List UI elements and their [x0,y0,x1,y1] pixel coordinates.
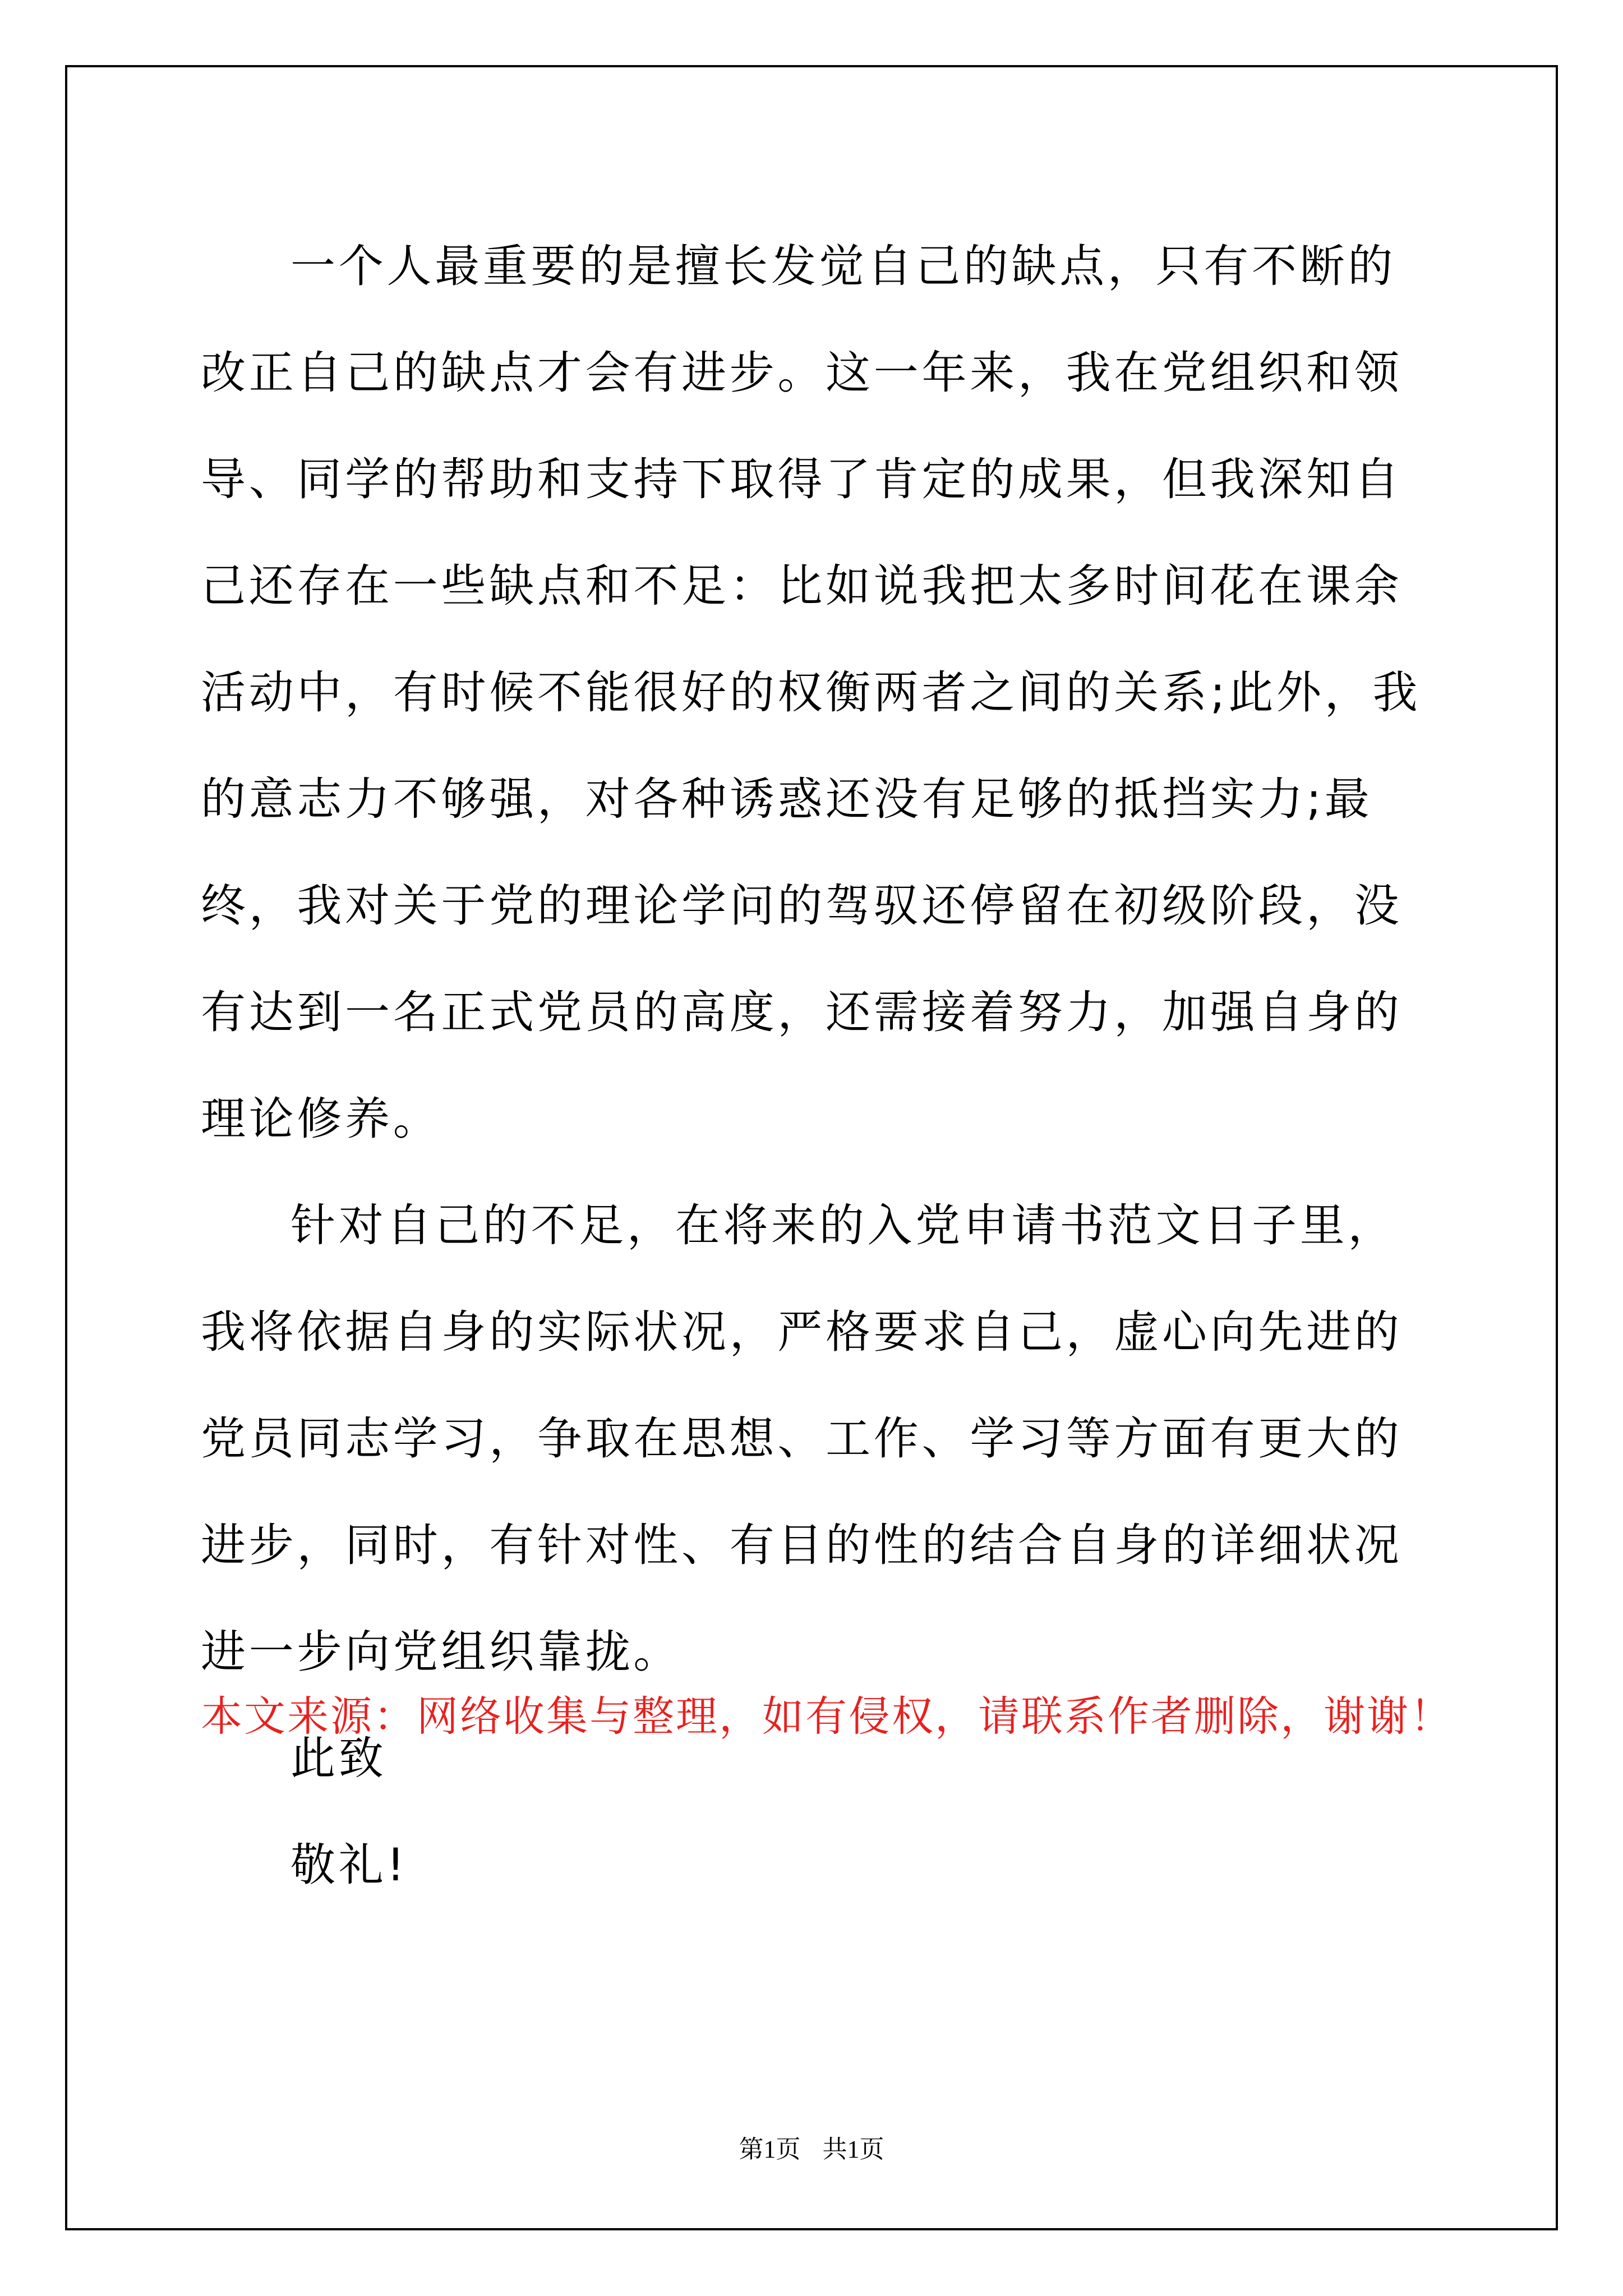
page-number-footer [0,2133,1623,2166]
source-disclaimer: 本文来源：网络收集与整理，如有侵权，请联系作者删除，谢谢！ [201,1692,1453,1741]
closing-regards: 敬礼! [291,1839,408,1891]
total-pages-label: 共1页 [822,2136,884,2163]
paragraph-self-assessment: 一个人最重要的是擅长发觉自己的缺点，只有不断的改正自己的缺点才会有进步。这一年来，我在党组织和领导、同学的帮助和支持下取得了肯定的成果，但我深知自己还存在一些缺点和不足：比如说我把太多时间花在课余活动中，有时候不能很好的权衡两者之间的关系;此外，我的意志力不够强，对各种诱惑还没有足够的抵挡实力;最终，我对关于党的理论学问的驾驭还停留在初级阶段，没有达到一名正式党员的高度，还需接着努力，加强自身的理论修养。 [201,240,1421,1145]
letter-body [201,213,1432,1918]
closing-salutation: 此致 [291,1732,387,1784]
paragraph-improvement-plan: 针对自己的不足，在将来的入党申请书范文日子里，我将依据自身的实际状况，严格要求自己，虚心向先进的党员同志学习，争取在思想、工作、学习等方面有更大的进步，同时，有针对性、有目的性的结合自身的详细状况进一步向党组织靠拢。 [201,1199,1403,1678]
current-page-label: 第1页 [739,2136,801,2163]
